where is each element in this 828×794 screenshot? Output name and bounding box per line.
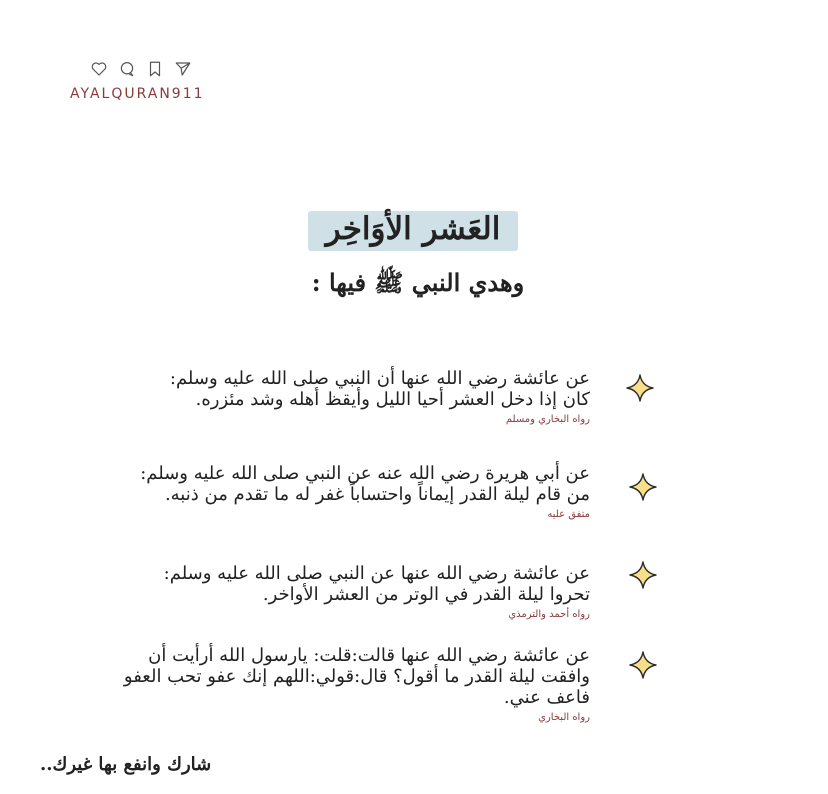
account-handle: AYALQURAN911 <box>70 86 205 102</box>
share-footer: شارك وانفع بها غيرك.. <box>40 754 212 775</box>
page-subtitle: وهدي النبي ﷺ فيها : <box>311 268 525 297</box>
hadith-item <box>170 368 590 425</box>
sparkle-icon <box>628 560 658 590</box>
sparkle-icon <box>625 373 655 403</box>
hadith-source: رواه البخاري <box>538 712 590 723</box>
send-icon[interactable] <box>174 60 192 78</box>
sparkle-icon <box>628 472 658 502</box>
hadith-item <box>164 563 590 620</box>
hadith-text: عن أبي هريرة رضي الله عنه عن النبي صلى الله عليه وسلم: من قام ليلة القدر إيماناً واحتساباً غفر له ما تقدم من ذنبه. <box>140 463 590 505</box>
hadith-item <box>140 463 590 520</box>
header <box>70 60 220 102</box>
hadith-source: متفق عليه <box>547 509 590 520</box>
comment-icon[interactable] <box>118 60 136 78</box>
title-block <box>308 203 518 255</box>
action-icons <box>70 60 220 78</box>
heart-icon[interactable] <box>90 60 108 78</box>
hadith-text: عن عائشة رضي الله عنها عن النبي صلى الله عليه وسلم: تحروا ليلة القدر في الوتر من العشر الأواخر. <box>163 563 590 605</box>
bookmark-icon[interactable] <box>146 60 164 78</box>
hadith-text: عن عائشة رضي الله عنها أن النبي صلى الله عليه وسلم: كان إذا دخل العشر أحيا الليل وأيقظ أهله وشد مئزره. <box>169 368 590 410</box>
hadith-source: رواه البخاري ومسلم <box>505 414 590 425</box>
page-title: العَشر الأوَاخِر <box>325 211 501 247</box>
hadith-text: عن عائشة رضي الله عنها قالت:قلت: يارسول الله أرأيت أن وافقت ليلة القدر ما أقول؟ قال:قولي:اللهم إنك عفو تحب العفو فاعف عني. <box>123 645 590 708</box>
hadith-item <box>124 645 590 723</box>
sparkle-icon <box>628 650 658 680</box>
hadith-source: رواه أحمد والترمذي <box>508 609 590 620</box>
